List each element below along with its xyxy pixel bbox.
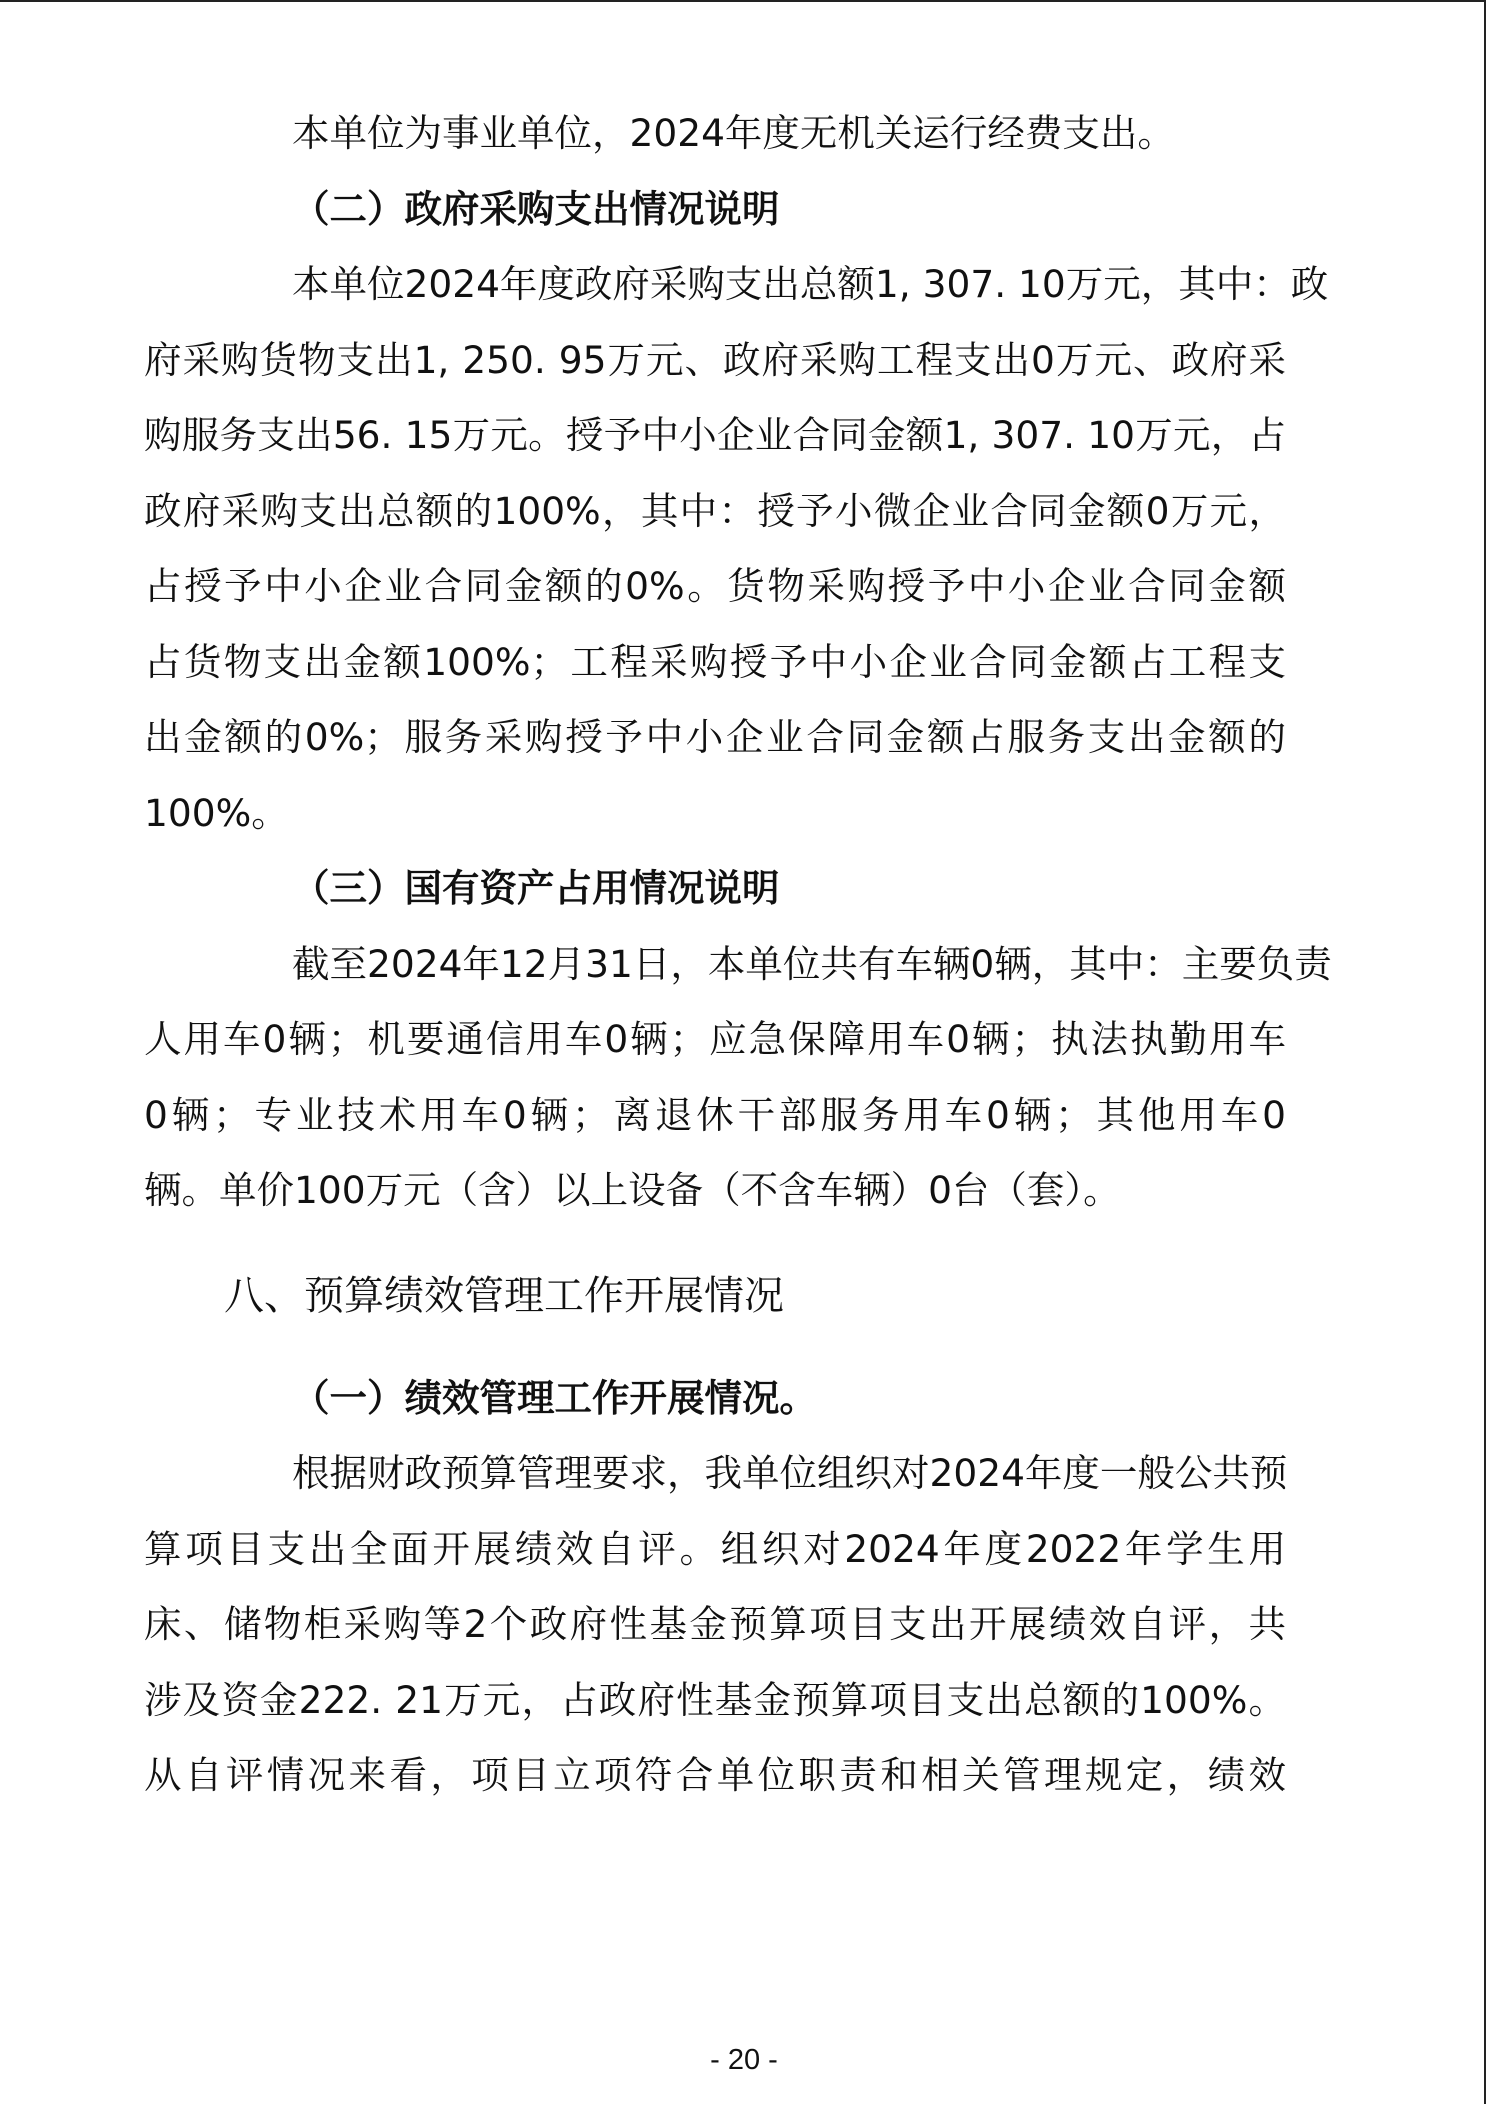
- document-body: [144, 96, 1332, 1814]
- paragraph-line: 人用车0辆；机要通信用车0辆；应急保障用车0辆；执法执勤用车: [144, 1017, 1286, 1061]
- paragraph-line: 100%。: [144, 790, 289, 835]
- paragraph-line: 占授予中小企业合同金额的0%。货物采购授予中小企业合同金额: [144, 564, 1286, 608]
- sub-heading-procurement: （二）政府采购支出情况说明: [292, 186, 780, 231]
- paragraph-line: 0辆；专业技术用车0辆；离退休干部服务用车0辆；其他用车0: [144, 1092, 1286, 1137]
- paragraph-line: 本单位2024年度政府采购支出总额1, 307. 10万元，其中：政: [292, 262, 1329, 306]
- paragraph-line: 购服务支出56. 15万元。授予中小企业合同金额1, 307. 10万元，占: [144, 413, 1286, 457]
- paragraph-line: 从自评情况来看，项目立项符合单位职责和相关管理规定，绩效: [144, 1753, 1286, 1797]
- paragraph-line: 出金额的0%；服务采购授予中小企业合同金额占服务支出金额的: [144, 715, 1286, 759]
- paragraph-line: 床、储物柜采购等2个政府性基金预算项目支出开展绩效自评，共: [144, 1602, 1286, 1646]
- paragraph-text: 本单位为事业单位，2024年度无机关运行经费支出。: [292, 111, 1175, 155]
- page-number: - 20 -: [710, 2044, 778, 2076]
- sub-heading-assets: （三）国有资产占用情况说明: [292, 866, 780, 910]
- paragraph-line: 政府采购支出总额的100%，其中：授予小微企业合同金额0万元，: [144, 488, 1286, 533]
- paragraph-line: 算项目支出全面开展绩效自评。组织对2024年度2022年学生用: [144, 1526, 1286, 1571]
- paragraph-line: 辆。单价100万元（含）以上设备（不含车辆）0台（套）。: [144, 1168, 1121, 1212]
- paragraph-line: 涉及资金222. 21万元，占政府性基金预算项目支出总额的100%。: [144, 1677, 1286, 1722]
- section-title: 八、预算绩效管理工作开展情况: [224, 1272, 784, 1319]
- paragraph-line: 根据财政预算管理要求，我单位组织对2024年度一般公共预: [292, 1451, 1288, 1495]
- paragraph-line: 府采购货物支出1, 250. 95万元、政府采购工程支出0万元、政府采: [144, 337, 1286, 382]
- paragraph-line: 截至2024年12月31日，本单位共有车辆0辆，其中：主要负责: [292, 941, 1332, 986]
- paragraph-line: 占货物支出金额100%；工程采购授予中小企业合同金额占工程支: [144, 639, 1286, 684]
- sub-heading-performance: （一）绩效管理工作开展情况。: [292, 1375, 817, 1420]
